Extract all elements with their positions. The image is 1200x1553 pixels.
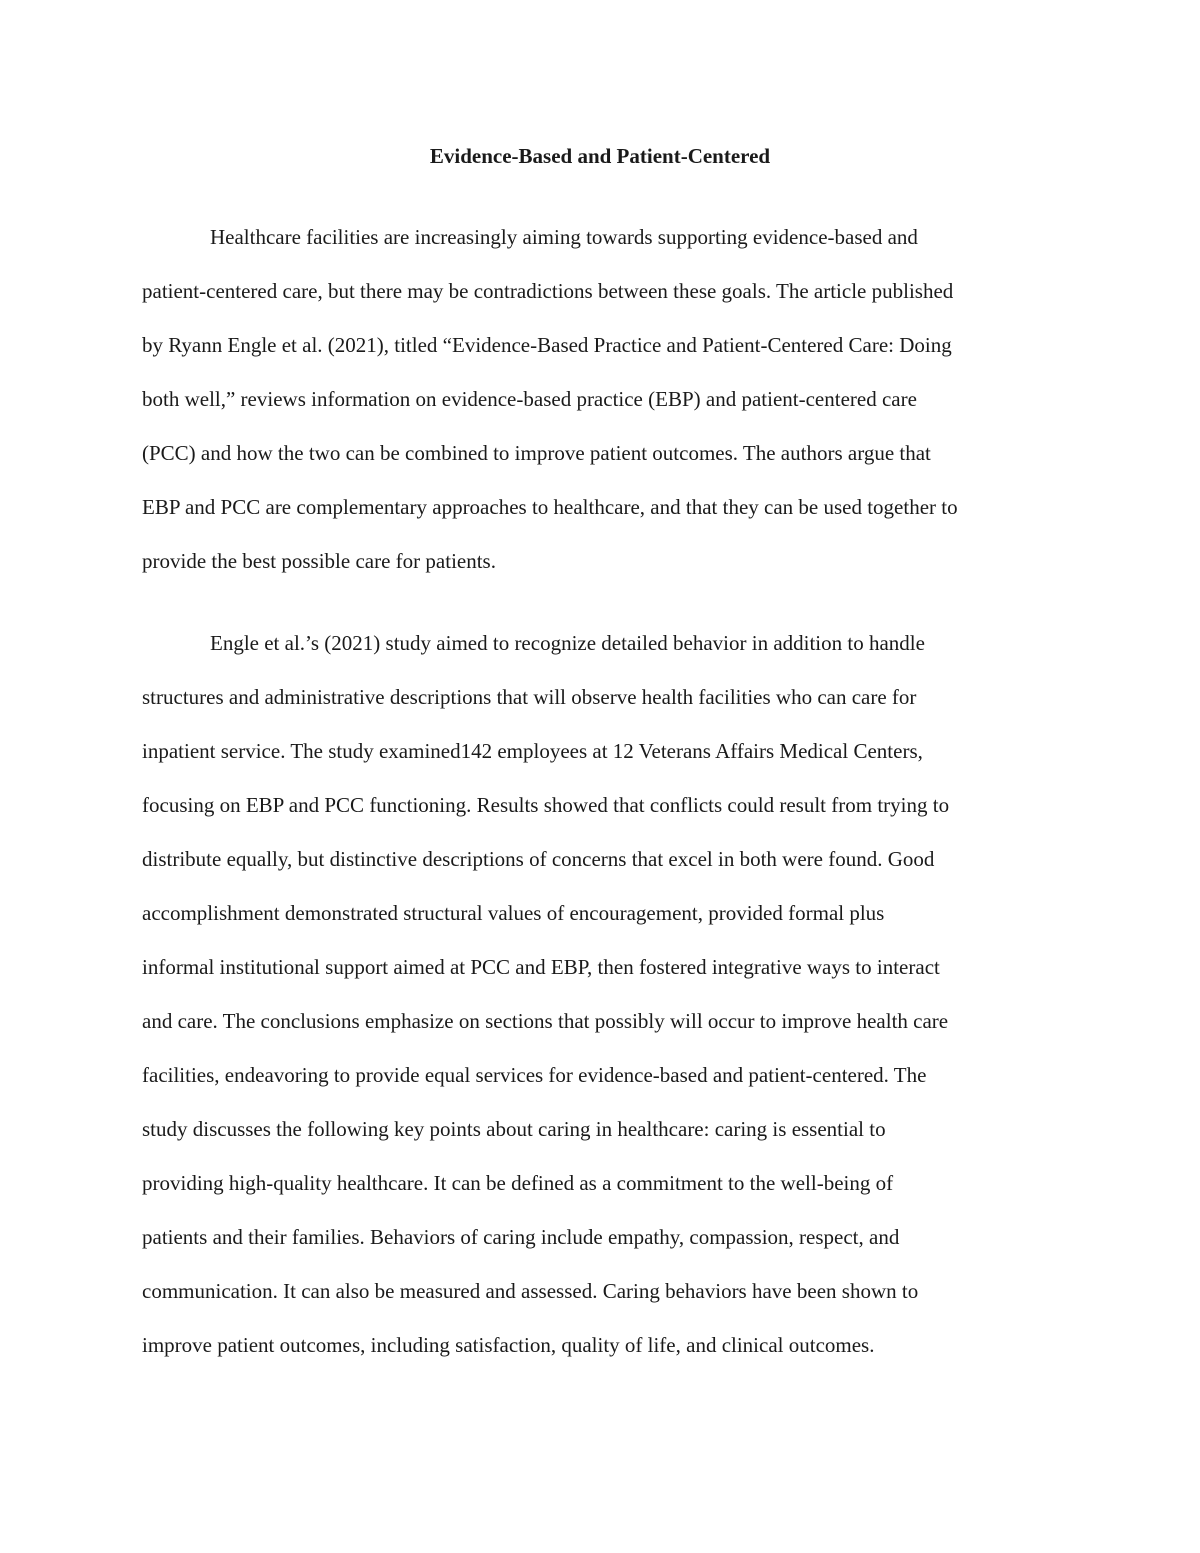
paragraph-line: Healthcare facilities are increasingly aiming towards supporting evidence-based and [210,225,918,249]
paragraph-line: by Ryann Engle et al. (2021), titled “Evidence-Based Practice and Patient-Centered Care: Doing [142,333,952,357]
paragraph-line: accomplishment demonstrated structural values of encouragement, provided formal plus [142,901,885,925]
document-title: Evidence-Based and Patient-Centered [429,144,771,168]
paragraph-line: both well,” reviews information on evidence-based practice (EBP) and patient-centered care [142,387,917,411]
paragraph-line: EBP and PCC are complementary approaches to healthcare, and that they can be used together to [142,495,958,519]
paragraph-line: focusing on EBP and PCC functioning. Results showed that conflicts could result from trying to [142,793,950,817]
paragraph-line: providing high-quality healthcare. It can be defined as a commitment to the well-being of [142,1171,894,1195]
paragraph-line: provide the best possible care for patients. [142,549,496,573]
paragraph-line: informal institutional support aimed at PCC and EBP, then fostered integrative ways to interact [142,955,940,979]
paragraph-line: study discusses the following key points about caring in healthcare: caring is essential to [142,1117,886,1141]
paragraph-line: communication. It can also be measured and assessed. Caring behaviors have been shown to [142,1279,919,1303]
paragraph-2 [142,626,1058,1382]
paragraph-line: (PCC) and how the two can be combined to improve patient outcomes. The authors argue that [142,441,931,465]
paragraph-line: structures and administrative descriptions that will observe health facilities who can care for [142,685,917,709]
paragraph-line: distribute equally, but distinctive descriptions of concerns that excel in both were found. Good [142,847,935,871]
paragraph-line: Engle et al.’s (2021) study aimed to recognize detailed behavior in addition to handle [210,631,925,655]
paragraph-line: facilities, endeavoring to provide equal services for evidence-based and patient-centered. The [142,1063,927,1087]
paragraph-line: patient-centered care, but there may be contradictions between these goals. The article published [142,279,954,303]
paragraph-line: patients and their families. Behaviors of caring include empathy, compassion, respect, and [142,1225,900,1249]
paragraph-1 [142,220,1058,598]
paragraph-line: improve patient outcomes, including satisfaction, quality of life, and clinical outcomes. [142,1333,875,1357]
paragraph-line: and care. The conclusions emphasize on sections that possibly will occur to improve health care [142,1009,949,1033]
paragraph-line: inpatient service. The study examined142 employees at 12 Veterans Affairs Medical Centers, [142,739,923,763]
